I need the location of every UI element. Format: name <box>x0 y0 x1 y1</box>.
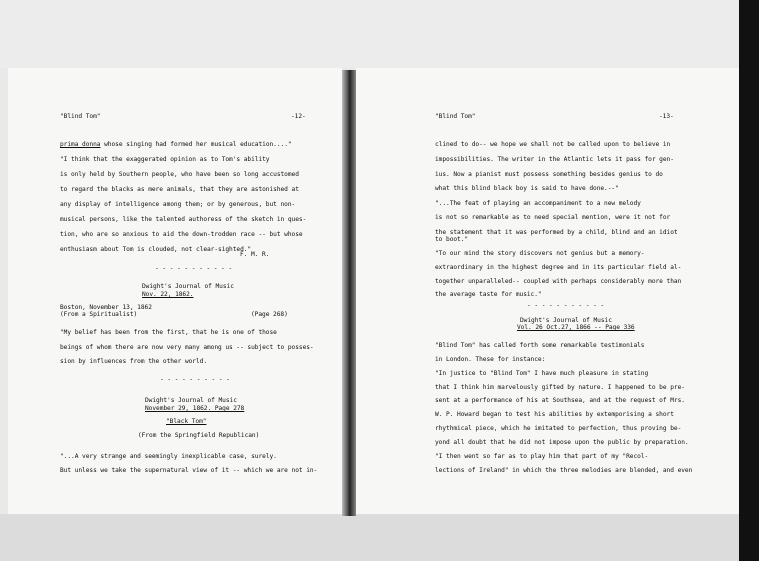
source2-from: (From the Springfield Republican) <box>138 432 260 439</box>
quote3-line-2: But unless we take the supernatural view of it -- which we are not in- <box>60 467 318 474</box>
right-line-14: in London. These for instance: <box>435 356 546 363</box>
book-gutter <box>342 70 356 516</box>
left-line-5: any display of intelligence among them; or by generous, but non- <box>60 201 296 208</box>
right-line-1: clined to do-- we hope we shall not be called upon to believe in <box>435 141 671 148</box>
left-line-1 <box>60 141 292 148</box>
dateline-page: (Page 268) <box>251 311 288 318</box>
right-line-16: that I think him marvelously gifted by nature. I happened to be pre- <box>435 384 685 391</box>
right-line-4: what this blind black boy is said to have done.--" <box>435 185 619 192</box>
left-line-8: enthusiasm about Tom is clouded, not clear-sighted." <box>60 246 252 253</box>
right-divider: - - - - - - - - - - - <box>527 302 605 309</box>
right-line-8: to boot." <box>435 236 469 243</box>
left-line-7: tion, who are so anxious to aid the down-trodden race -- but whose <box>60 231 303 238</box>
source1-date: Nov. 22, 1862. <box>142 291 194 298</box>
divider-1: - - - - - - - - - - - <box>155 265 233 272</box>
right-line-11: together unparalleled-- coupled with perhaps considerably more than <box>435 278 682 285</box>
left-line-2: "I think that the exaggerated opinion as to Tom's ability <box>60 156 270 163</box>
right-line-20: yond all doubt that he did not impose upon the public by preparation. <box>435 439 689 446</box>
dateline-source: (From a Spiritualist) <box>60 311 138 318</box>
right-line-9: "To our mind the story discovers not genius but a memory- <box>435 250 645 257</box>
prima-donna-text: prima donna <box>60 141 101 148</box>
right-line-19: rhythmical piece, which he imitated to perfection, thus proving be- <box>435 425 682 432</box>
left-line-6: musical persons, like the talented authoress of the sketch in ques- <box>60 216 307 223</box>
scan-edge <box>739 0 759 561</box>
right-line-21: "I then went so far as to play him that part of my "Recol- <box>435 453 649 460</box>
right-line-3: ius. Now a pianist must possess something besides genius to do <box>435 171 663 178</box>
right-line-13: "Blind Tom" has called forth some remarkable testimonials <box>435 342 645 349</box>
right-line-6: is not so remarkable as to need special mention, were it not for <box>435 214 671 221</box>
right-line-17: sent at a performance of his at Southsea, and at the request of Mrs. <box>435 397 685 404</box>
quote2-line-3: sion by influences from the other world. <box>60 358 208 365</box>
right-line-5: "...The feat of playing an accompaniment to a new melody <box>435 200 641 207</box>
left-page-number: -12- <box>291 113 306 120</box>
quote3-line-1: "...A very strange and seemingly inexplicable case, surely. <box>60 453 277 460</box>
left-line-3: is only held by Southern people, who have been so long accustomed <box>60 171 299 178</box>
source2-heading: "Black Tom" <box>166 418 207 425</box>
right-source-date: Vol. 26 Oct.27, 1866 -- Page 336 <box>517 324 635 331</box>
signature: F. M. R. <box>240 251 270 258</box>
right-page <box>356 68 739 514</box>
right-line-15: "In justice to "Blind Tom" I have much pleasure in stating <box>435 370 649 377</box>
right-line-7: the statement that it was performed by a child, blind and an idiot <box>435 229 678 236</box>
right-line-10: extraordinary in the highest degree and in its particular field al- <box>435 264 682 271</box>
source1-title: Dwight's Journal of Music <box>142 283 234 290</box>
source2-title: Dwight's Journal of Music <box>145 397 237 404</box>
right-line-22: lections of Ireland" in which the three melodies are blended, and even <box>435 467 693 474</box>
right-line-18: W. P. Howard began to test his abilities by extemporising a short <box>435 411 674 418</box>
bottom-margin <box>0 514 759 561</box>
left-running-head: "Blind Tom" <box>60 113 101 120</box>
quote2-line-2: beings of whom there are now very many among us -- subject to posses- <box>60 344 314 351</box>
quote2-line-1: "My belief has been from the first, that he is one of those <box>60 329 277 336</box>
right-source-title: Dwight's Journal of Music <box>520 317 612 324</box>
left-line-4: to regard the blacks as mere animals, that they are astonished at <box>60 186 299 193</box>
divider-2: - - - - - - - - - - <box>160 376 230 383</box>
right-running-head: "Blind Tom" <box>435 113 476 120</box>
right-page-number: -13- <box>659 113 674 120</box>
right-line-2: impossibilities. The writer in the Atlantic lets it pass for gen- <box>435 156 674 163</box>
source2-date: November 29, 1862. Page 278 <box>145 405 245 412</box>
dateline-place: Boston, November 13, 1862 <box>60 304 152 311</box>
right-line-12: the average taste for music." <box>435 291 542 298</box>
top-margin <box>0 0 759 68</box>
left-line-1-rest: whose singing had formed her musical education...." <box>100 141 292 148</box>
